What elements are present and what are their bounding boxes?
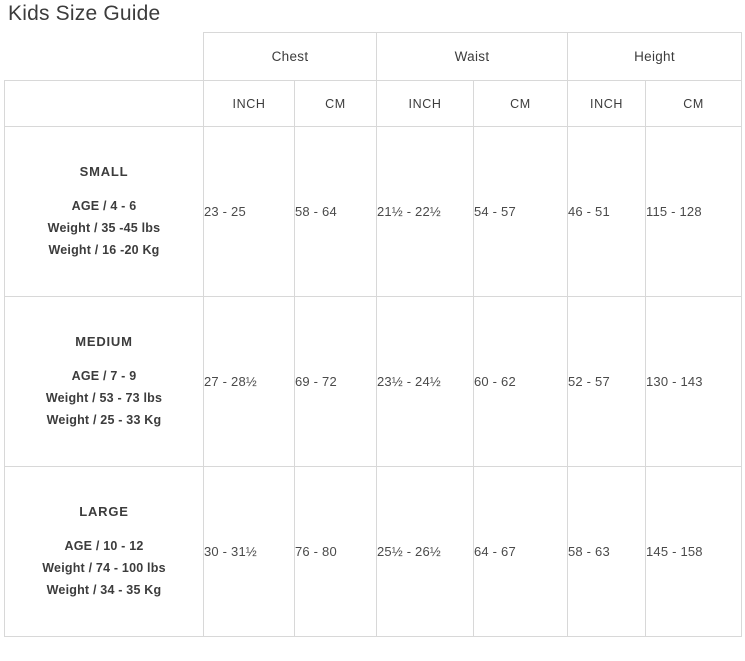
waist-inch-value: 25½ - 26½ xyxy=(377,467,474,637)
size-weight-lbs: Weight / 35 -45 lbs xyxy=(47,220,161,235)
chest-cm-value: 76 - 80 xyxy=(295,467,377,637)
height-cm-value: 145 - 158 xyxy=(646,467,742,637)
table-header xyxy=(5,33,742,127)
size-weight-lbs: Weight / 74 - 100 lbs xyxy=(42,560,166,575)
table-row xyxy=(5,297,742,467)
size-age: AGE / 7 - 9 xyxy=(71,369,137,384)
size-cell xyxy=(5,127,204,297)
group-header-row xyxy=(5,33,742,81)
size-weight-kg: Weight / 16 -20 Kg xyxy=(48,242,160,257)
waist-cm-value: 60 - 62 xyxy=(474,297,568,467)
unit-corner-cell xyxy=(5,81,204,127)
waist-inch-value: 21½ - 22½ xyxy=(377,127,474,297)
page-title: Kids Size Guide xyxy=(8,2,161,25)
chest-inch-value: 27 - 28½ xyxy=(204,297,295,467)
group-header-chest: Chest xyxy=(204,33,377,81)
header-corner-cell xyxy=(5,33,204,81)
height-inch-value: 58 - 63 xyxy=(568,467,646,637)
size-weight-lbs: Weight / 53 - 73 lbs xyxy=(45,390,163,405)
group-header-height: Height xyxy=(568,33,742,81)
group-header-waist: Waist xyxy=(377,33,568,81)
size-age: AGE / 4 - 6 xyxy=(71,199,137,214)
waist-cm-value: 64 - 67 xyxy=(474,467,568,637)
height-cm-value: 115 - 128 xyxy=(646,127,742,297)
waist-cm-value: 54 - 57 xyxy=(474,127,568,297)
table-row xyxy=(5,467,742,637)
size-cell xyxy=(5,467,204,637)
size-name: SMALL xyxy=(79,164,129,180)
unit-header-chest-cm: CM xyxy=(295,81,377,127)
height-cm-value: 130 - 143 xyxy=(646,297,742,467)
size-guide-table xyxy=(4,32,742,637)
size-age: AGE / 10 - 12 xyxy=(64,539,144,554)
size-cell xyxy=(5,297,204,467)
waist-inch-value: 23½ - 24½ xyxy=(377,297,474,467)
unit-header-waist-inch: INCH xyxy=(377,81,474,127)
chest-inch-value: 23 - 25 xyxy=(204,127,295,297)
unit-header-waist-cm: CM xyxy=(474,81,568,127)
unit-header-row xyxy=(5,81,742,127)
size-weight-kg: Weight / 34 - 35 Kg xyxy=(46,582,162,597)
chest-inch-value: 30 - 31½ xyxy=(204,467,295,637)
size-name: LARGE xyxy=(79,504,129,520)
size-weight-kg: Weight / 25 - 33 Kg xyxy=(46,412,162,427)
chest-cm-value: 69 - 72 xyxy=(295,297,377,467)
height-inch-value: 52 - 57 xyxy=(568,297,646,467)
unit-header-chest-inch: INCH xyxy=(204,81,295,127)
height-inch-value: 46 - 51 xyxy=(568,127,646,297)
table-body xyxy=(5,127,742,637)
chest-cm-value: 58 - 64 xyxy=(295,127,377,297)
table-row xyxy=(5,127,742,297)
unit-header-height-inch: INCH xyxy=(568,81,646,127)
unit-header-height-cm: CM xyxy=(646,81,742,127)
size-name: MEDIUM xyxy=(75,334,133,350)
